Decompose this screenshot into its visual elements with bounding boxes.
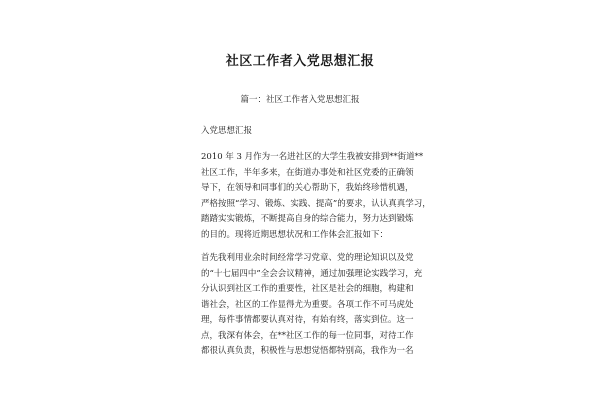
paragraph-line: 2010 年 3 月作为一名进社区的大学生我被安排到**街道** (201, 152, 424, 162)
document-title: 社区工作者入党思想汇报 (225, 54, 375, 69)
paragraph-line: 的目的。现将近期思想状况和工作体会汇报如下： (201, 229, 389, 240)
paragraph-1 (201, 150, 431, 243)
section-heading: 入党思想汇报 (201, 126, 253, 136)
paragraph-line: 严格按照“学习、锻炼、实践、提高”的要求，认认真真学习， (201, 198, 431, 209)
document-subtitle: 篇一：社区工作者入党思想汇报 (240, 95, 360, 105)
paragraph-line: 分认识到社区工作的重要性，社区是社会的细胞，构建和 (201, 284, 414, 294)
paragraph-line: 都很认真负责，积极性与思想觉悟都特别高，我作为一名 (201, 346, 414, 356)
paragraph-line: 理，每件事情都要认真对待，有始有终，落实到位。这一 (201, 315, 414, 325)
paragraph-line: 社区工作，半年多来，在街道办事处和社区党委的正确领 (201, 167, 414, 178)
paragraph-line: 点，我深有体会，在**社区工作的每一位同事，对待工作 (201, 330, 414, 341)
paragraph-line: 首先我利用业余时间经常学习党章、党的理论知识以及党 (201, 253, 414, 263)
paragraph-line: 踏踏实实锻炼，不断提高自身的综合能力，努力达到锻炼 (201, 214, 414, 224)
paragraph-line: 导下，在领导和同事们的关心帮助下，我始终珍惜机遇， (201, 183, 414, 193)
paragraph-line: 的“十七届四中”全会会议精神，通过加强理论实践学习，充 (201, 268, 423, 279)
paragraph-2 (201, 251, 423, 360)
paragraph-line: 谐社会，社区的工作显得尤为重要。各项工作不可马虎处 (201, 299, 414, 310)
